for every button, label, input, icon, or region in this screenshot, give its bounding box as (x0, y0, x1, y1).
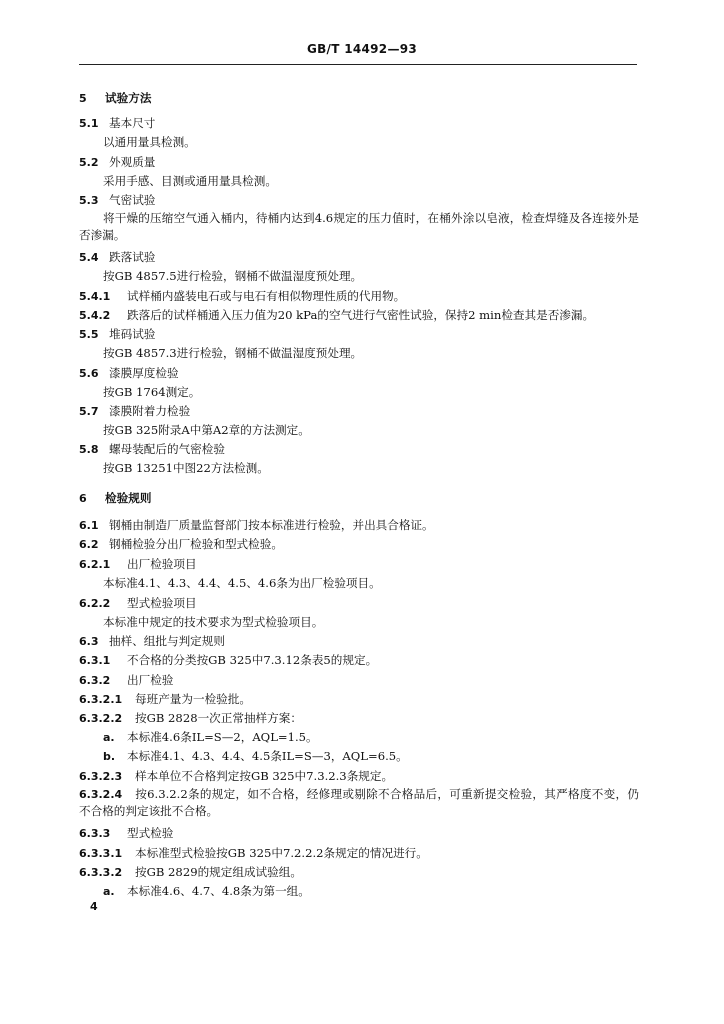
clause-title: 出厂检验 (127, 673, 174, 687)
clause-6-2-1-text: 本标准4.1、4.3、4.4、4.5、4.6条为出厂检验项目。 (103, 576, 381, 590)
clause-title: 气密试验 (109, 193, 156, 207)
clause-number: 6.2.1 (79, 558, 111, 571)
item-text: 本标准4.6条IL=S—2，AQL=1.5。 (127, 730, 318, 744)
clause-6-3-2-3 (79, 768, 393, 785)
clause-6-3-2-1 (79, 691, 251, 708)
clause-number: 6.1 (79, 519, 99, 532)
clause-text: 跌落后的试样桶通入压力值为20 kPa的空气进行气密性试验，保持2 min检查其是否渗漏。 (127, 308, 595, 322)
clause-6-3-2-2 (79, 710, 302, 727)
clause-number: 6.3 (79, 635, 99, 648)
clause-text: 按6.3.2.2条的规定，如不合格，经修理或剔除不合格品后，可重新提交检验，其严格度不变，仍不合格的判定该批不合格。 (79, 787, 639, 818)
item-marker: a. (103, 885, 115, 898)
clause-5-2-heading (79, 154, 155, 171)
header-rule (79, 64, 637, 65)
clause-number: 6.3.2.4 (79, 788, 123, 801)
clause-title: 出厂检验项目 (127, 557, 197, 571)
clause-6-2 (79, 536, 283, 553)
section-number: 6 (79, 492, 87, 505)
clause-text: 试样桶内盛装电石或与电石有相似物理性质的代用物。 (127, 289, 406, 303)
clause-5-1-text: 以通用量具检测。 (103, 135, 196, 149)
clause-6-3-2-heading (79, 672, 173, 689)
clause-title: 型式检验项目 (127, 596, 197, 610)
clause-5-8-text: 按GB 13251中图22方法检测。 (103, 461, 269, 475)
clause-number: 5.8 (79, 443, 99, 456)
clause-number: 5.7 (79, 405, 99, 418)
clause-number: 5.2 (79, 156, 99, 169)
clause-5-5-text: 按GB 4857.3进行检验，钢桶不做温湿度预处理。 (103, 346, 363, 360)
clause-number: 5.3 (79, 194, 99, 207)
clause-6-3-heading (79, 633, 225, 650)
clause-6-2-2-text: 本标准中规定的技术要求为型式检验项目。 (103, 615, 324, 629)
clause-5-5-heading (79, 326, 155, 343)
item-marker: b. (103, 750, 116, 763)
clause-6-2-1-heading (79, 556, 197, 573)
clause-6-3-2-4 (79, 786, 639, 820)
clause-5-7-heading (79, 403, 190, 420)
clause-number: 5.1 (79, 117, 99, 130)
clause-title: 漆膜厚度检验 (109, 366, 179, 380)
clause-text: 按GB 2829的规定组成试验组。 (135, 865, 302, 879)
clause-number: 5.4.2 (79, 309, 111, 322)
page-header: GB/T 14492—93 (306, 42, 418, 56)
clause-6-3-3-2-a (103, 883, 310, 900)
clause-text: 每班产量为一检验批。 (135, 692, 251, 706)
clause-5-3-heading (79, 192, 155, 209)
clause-6-2-2-heading (79, 595, 197, 612)
section-number: 5 (79, 92, 87, 105)
section-title: 检验规则 (105, 491, 152, 505)
clause-number: 6.3.3.2 (79, 866, 123, 879)
page-number: 4 (90, 900, 98, 913)
clause-text: 样本单位不合格判定按GB 325中7.3.2.3条规定。 (135, 769, 394, 783)
clause-5-2-text: 采用手感、目测或通用量具检测。 (103, 174, 277, 188)
clause-6-1 (79, 517, 434, 534)
clause-title: 漆膜附着力检验 (109, 404, 191, 418)
clause-number: 5.4.1 (79, 290, 111, 303)
clause-number: 6.3.2.2 (79, 712, 123, 725)
clause-5-4-1 (79, 288, 405, 305)
clause-5-7-text: 按GB 325附录A中第A2章的方法测定。 (103, 423, 310, 437)
clause-text: 不合格的分类按GB 325中7.3.12条表5的规定。 (127, 653, 378, 667)
clause-5-6-text: 按GB 1764测定。 (103, 385, 201, 399)
clause-5-4-heading (79, 249, 155, 266)
clause-6-3-2-2-b (103, 748, 408, 765)
clause-number: 6.3.2.1 (79, 693, 123, 706)
clause-title: 外观质量 (109, 155, 156, 169)
section-6-heading (79, 490, 151, 507)
clause-text: 按GB 2828一次正常抽样方案： (135, 711, 302, 725)
clause-number: 6.3.2 (79, 674, 111, 687)
clause-number: 6.3.3.1 (79, 847, 123, 860)
clause-number: 6.3.3 (79, 827, 111, 840)
clause-5-8-heading (79, 441, 225, 458)
clause-text: 本标准型式检验按GB 325中7.2.2.2条规定的情况进行。 (135, 846, 428, 860)
section-title: 试验方法 (105, 91, 152, 105)
clause-title: 抽样、组批与判定规则 (109, 634, 225, 648)
clause-5-1-heading (79, 115, 155, 132)
clause-5-4-2 (79, 307, 594, 324)
clause-6-3-3-1 (79, 845, 428, 862)
clause-5-4-text: 按GB 4857.5进行检验，钢桶不做温湿度预处理。 (103, 269, 363, 283)
section-5-heading (79, 90, 151, 107)
item-text: 本标准4.1、4.3、4.4、4.5条IL=S—3，AQL=6.5。 (127, 749, 408, 763)
clause-number: 5.5 (79, 328, 99, 341)
clause-title: 跌落试验 (109, 250, 156, 264)
clause-number: 6.3.2.3 (79, 770, 123, 783)
clause-5-3-text: 将干燥的压缩空气通入桶内，待桶内达到4.6规定的压力值时，在桶外涂以皂液，检查焊缝及各连接外是否渗漏。 (79, 211, 639, 242)
clause-6-3-1 (79, 652, 377, 669)
clause-number: 6.2.2 (79, 597, 111, 610)
clause-number: 6.3.1 (79, 654, 111, 667)
clause-6-3-3-heading (79, 825, 173, 842)
clause-text: 钢桶由制造厂质量监督部门按本标准进行检验，并出具合格证。 (109, 518, 434, 532)
clause-title: 基本尺寸 (109, 116, 156, 130)
clause-title: 型式检验 (127, 826, 174, 840)
item-marker: a. (103, 731, 115, 744)
clause-text: 钢桶检验分出厂检验和型式检验。 (109, 537, 283, 551)
clause-6-3-2-2-a (103, 729, 318, 746)
clause-title: 堆码试验 (109, 327, 156, 341)
clause-title: 螺母装配后的气密检验 (109, 442, 225, 456)
item-text: 本标准4.6、4.7、4.8条为第一组。 (127, 884, 310, 898)
clause-5-6-heading (79, 365, 179, 382)
clause-number: 5.4 (79, 251, 99, 264)
clause-6-3-3-2 (79, 864, 302, 881)
clause-number: 5.6 (79, 367, 99, 380)
clause-number: 6.2 (79, 538, 99, 551)
